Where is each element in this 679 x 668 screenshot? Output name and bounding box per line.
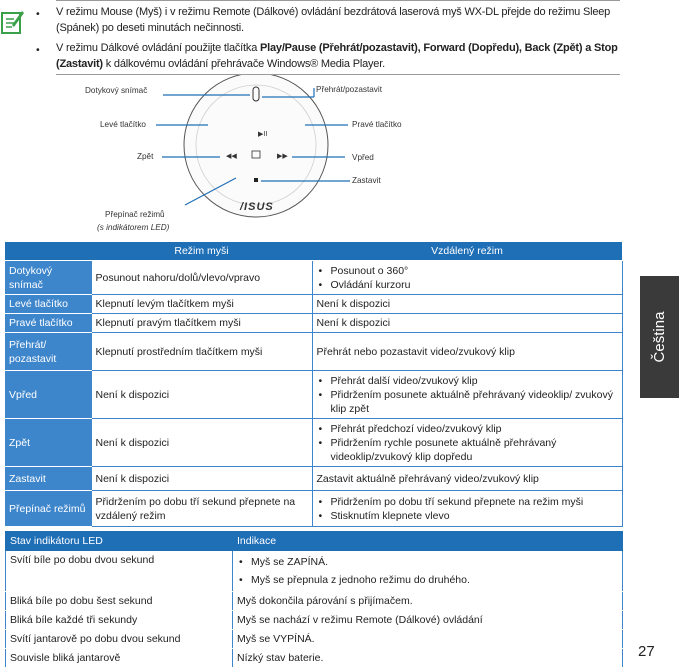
remote-mode-cell: Není k dispozici xyxy=(312,295,622,314)
remote-bullet-item: • Ovládání kurzoru xyxy=(317,278,618,292)
led-meaning-cell: Myš se nachází v režimu Remote (Dálkové) ovládání xyxy=(233,611,623,630)
asus-logo: /ISUS xyxy=(240,201,274,213)
table-row xyxy=(5,491,622,527)
note-bold-text: Play/Pause (Přehrát/pozastavit), Forward (Dopředu), Back (Zpět) a Stop (Zastavit) xyxy=(56,42,618,70)
language-tab-label: Čeština xyxy=(651,311,668,363)
remote-bullet-item: • Posunout o 360° xyxy=(317,264,618,278)
led-state-cell: Souvisle bliká jantarově xyxy=(6,649,233,668)
remote-bullet-item: • Přidržením rychle posunete aktuálně přehrávaný videoklip/zvukový klip dopředu xyxy=(317,436,618,464)
back-label: Zpět xyxy=(137,152,154,161)
remote-mode-cell: Přehrát nebo pozastavit video/zvukový klip xyxy=(312,333,622,371)
led-header-state: Stav indikátoru LED xyxy=(6,532,233,551)
note-2 xyxy=(56,41,626,72)
mode-switch-label: Přepínač režimů xyxy=(105,210,165,219)
table-row xyxy=(6,649,623,668)
touch-sensor-label: Dotykový snímač xyxy=(85,86,148,95)
row-label: Vpřed xyxy=(5,371,91,419)
led-header-meaning: Indikace xyxy=(233,532,623,551)
note-bullet: • xyxy=(36,44,40,56)
back-glyph[interactable]: ◀◀ xyxy=(226,153,237,160)
row-label: Zpět xyxy=(5,419,91,467)
row-label: Zastavit xyxy=(5,467,91,491)
mode-header-remote: Vzdálený režim xyxy=(312,242,622,261)
led-bullet-item: • Myš se přepnula z jednoho režimu do druhého. xyxy=(237,571,618,589)
mouse-mode-cell: Klepnutí prostředním tlačítkem myši xyxy=(91,333,312,371)
mode-header-blank xyxy=(5,242,91,261)
page-number: 27 xyxy=(638,643,655,660)
led-state-cell: Svítí bíle po dobu dvou sekund xyxy=(6,551,233,592)
mode-switch-note: (s indikátorem LED) xyxy=(97,223,170,232)
row-label: Přepínač režimů xyxy=(5,491,91,527)
table-row xyxy=(6,611,623,630)
right-button-label: Pravé tlačítko xyxy=(352,120,402,129)
table-row xyxy=(5,314,622,333)
led-meaning-cell xyxy=(233,551,623,592)
remote-mode-cell: Není k dispozici xyxy=(312,314,622,333)
mouse-mode-cell: Není k dispozici xyxy=(91,419,312,467)
table-row xyxy=(5,333,622,371)
row-label: Přehrát/ pozastavit xyxy=(5,333,91,371)
forward-glyph[interactable]: ▶▶ xyxy=(277,153,288,160)
row-label: Pravé tlačítko xyxy=(5,314,91,333)
mouse-mode-cell: Není k dispozici xyxy=(91,371,312,419)
led-bullet-item: • Myš se ZAPÍNÁ. xyxy=(237,553,618,571)
play-pause-glyph[interactable]: ▶II xyxy=(258,131,268,138)
language-tab xyxy=(640,276,679,398)
remote-mode-cell xyxy=(312,261,622,295)
play-pause-label: Přehrát/pozastavit xyxy=(316,85,382,94)
forward-label: Vpřed xyxy=(352,153,374,162)
mouse-mode-cell: Není k dispozici xyxy=(91,467,312,491)
remote-bullet-item: • Přidržením po dobu tří sekund přepnete na režim myši xyxy=(317,495,618,509)
table-row xyxy=(5,295,622,314)
mouse-mode-cell: Přidržením po dobu tří sekund přepnete na vzdálený režim xyxy=(91,491,312,527)
table-row xyxy=(5,467,622,491)
mode-table xyxy=(5,242,623,527)
led-meaning-cell: Myš se VYPÍNÁ. xyxy=(233,630,623,649)
table-row xyxy=(6,630,623,649)
led-meaning-cell: Nízký stav baterie. xyxy=(233,649,623,668)
led-meaning-cell: Myš dokončila párování s přijímačem. xyxy=(233,592,623,611)
row-label: Levé tlačítko xyxy=(5,295,91,314)
mouse-mode-cell: Klepnutí pravým tlačítkem myši xyxy=(91,314,312,333)
note-pencil-icon xyxy=(0,7,24,35)
mouse-mode-cell: Posunout nahoru/dolů/vlevo/vpravo xyxy=(91,261,312,295)
remote-bullet-item: • Přehrát předchozí video/zvukový klip xyxy=(317,422,618,436)
remote-mode-cell xyxy=(312,419,622,467)
mouse-diagram xyxy=(80,75,420,235)
note-bullet: • xyxy=(36,8,40,20)
table-row xyxy=(5,419,622,467)
remote-mode-cell xyxy=(312,491,622,527)
left-button-label: Levé tlačítko xyxy=(100,120,146,129)
remote-mode-cell: Zastavit aktuálně přehrávaný video/zvukový klip xyxy=(312,467,622,491)
top-rule xyxy=(56,0,620,1)
led-state-cell: Bliká bíle každé tři sekundy xyxy=(6,611,233,630)
table-row xyxy=(5,371,622,419)
led-table xyxy=(5,531,623,668)
remote-bullet-item: • Stisknutím klepnete vlevo xyxy=(317,509,618,523)
note-text: V režimu Mouse (Myš) i v režimu Remote (Dálkové) ovládání bezdrátová laserová myš WX-DL přejde do režimu Sleep (Spánek) po deseti minutách nečinnosti. xyxy=(56,6,611,34)
table-row xyxy=(6,551,623,592)
mode-header-mouse: Režim myši xyxy=(91,242,312,261)
note-text: V režimu Dálkové ovládání použijte tlačítka xyxy=(56,42,260,54)
note-1 xyxy=(56,5,626,36)
remote-mode-cell xyxy=(312,371,622,419)
remote-bullet-item: • Přehrát další video/zvukový klip xyxy=(317,374,618,388)
mouse-mode-cell: Klepnutí levým tlačítkem myši xyxy=(91,295,312,314)
table-row xyxy=(5,261,622,295)
led-state-cell: Svítí jantarově po dobu dvou sekund xyxy=(6,630,233,649)
row-label: Dotykový snímač xyxy=(5,261,91,295)
led-state-cell: Bliká bíle po dobu šest sekund xyxy=(6,592,233,611)
stop-label: Zastavit xyxy=(352,176,381,185)
note-text: k dálkovému ovládání přehrávače Windows® Media Player. xyxy=(102,57,385,70)
remote-bullet-item: • Přidržením posunete aktuálně přehrávaný videoklip/ zvukový klip zpět xyxy=(317,388,618,416)
table-row xyxy=(6,592,623,611)
